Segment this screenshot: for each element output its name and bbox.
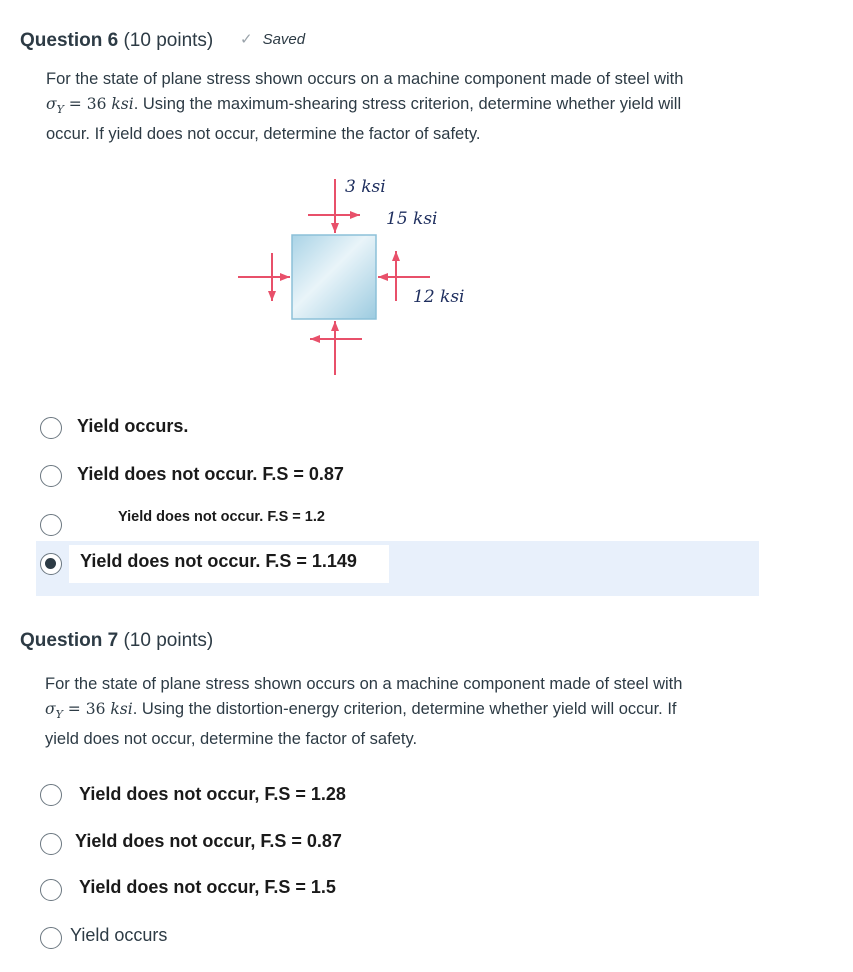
stress-block [292,235,376,319]
stress-diagram [230,165,490,390]
radio-button-selected[interactable] [40,553,62,575]
question-6-title: Question 6 [20,30,119,51]
option-label: Yield does not occur. F.S = 1.149 [80,551,357,571]
radio-button[interactable] [40,927,62,949]
question-7-header [20,630,213,652]
radio-button[interactable] [40,514,62,536]
option-label: Yield occurs. [77,416,189,436]
option-label: Yield occurs [70,925,168,945]
label-15ksi: 15 ksi [386,209,438,229]
radio-button[interactable] [40,784,62,806]
question-7-points: (10 points) [123,630,214,651]
checkmark-icon: ✓ [240,31,253,48]
question-6-prompt [46,67,766,147]
question-7-prompt [45,672,765,752]
question-6-header [20,30,213,52]
bottom-stress-arrows [310,321,362,375]
option-label: Yield does not occur, F.S = 1.28 [79,784,346,804]
prompt-line-1: For the state of plane stress shown occurs on a machine component made of steel with [46,70,684,88]
radio-button[interactable] [40,417,62,439]
saved-status [240,30,305,48]
saved-label: Saved [262,31,306,48]
stress-element-figure [230,165,490,390]
radio-button[interactable] [40,833,62,855]
radio-button[interactable] [40,879,62,901]
prompt-line-1: For the state of plane stress shown occurs on a machine component made of steel with [45,675,683,693]
left-stress-arrows [238,253,290,301]
prompt-line-3: occur. If yield does not occur, determine the factor of safety. [46,125,481,144]
label-12ksi: 12 ksi [413,287,465,307]
option-label: Yield does not occur. F.S = 1.2 [118,509,325,525]
option-label: Yield does not occur, F.S = 1.5 [79,877,336,897]
prompt-line-2: $\sigma_Y = 36$ ksi. Using the maximum-shearing stress criterion, determine whether yield will [46,95,682,117]
option-label: Yield does not occur. F.S = 0.87 [77,464,344,484]
prompt-line-3: yield does not occur, determine the factor of safety. [45,730,418,749]
question-6-points: (10 points) [123,30,214,51]
prompt-line-2: $\sigma_Y = 36$ ksi. Using the distortion-energy criterion, determine whether yield will occur. If [45,700,677,722]
label-3ksi: 3 ksi [345,177,386,197]
question-7-title: Question 7 [20,630,119,651]
option-label: Yield does not occur, F.S = 0.87 [75,831,342,851]
radio-button[interactable] [40,465,62,487]
